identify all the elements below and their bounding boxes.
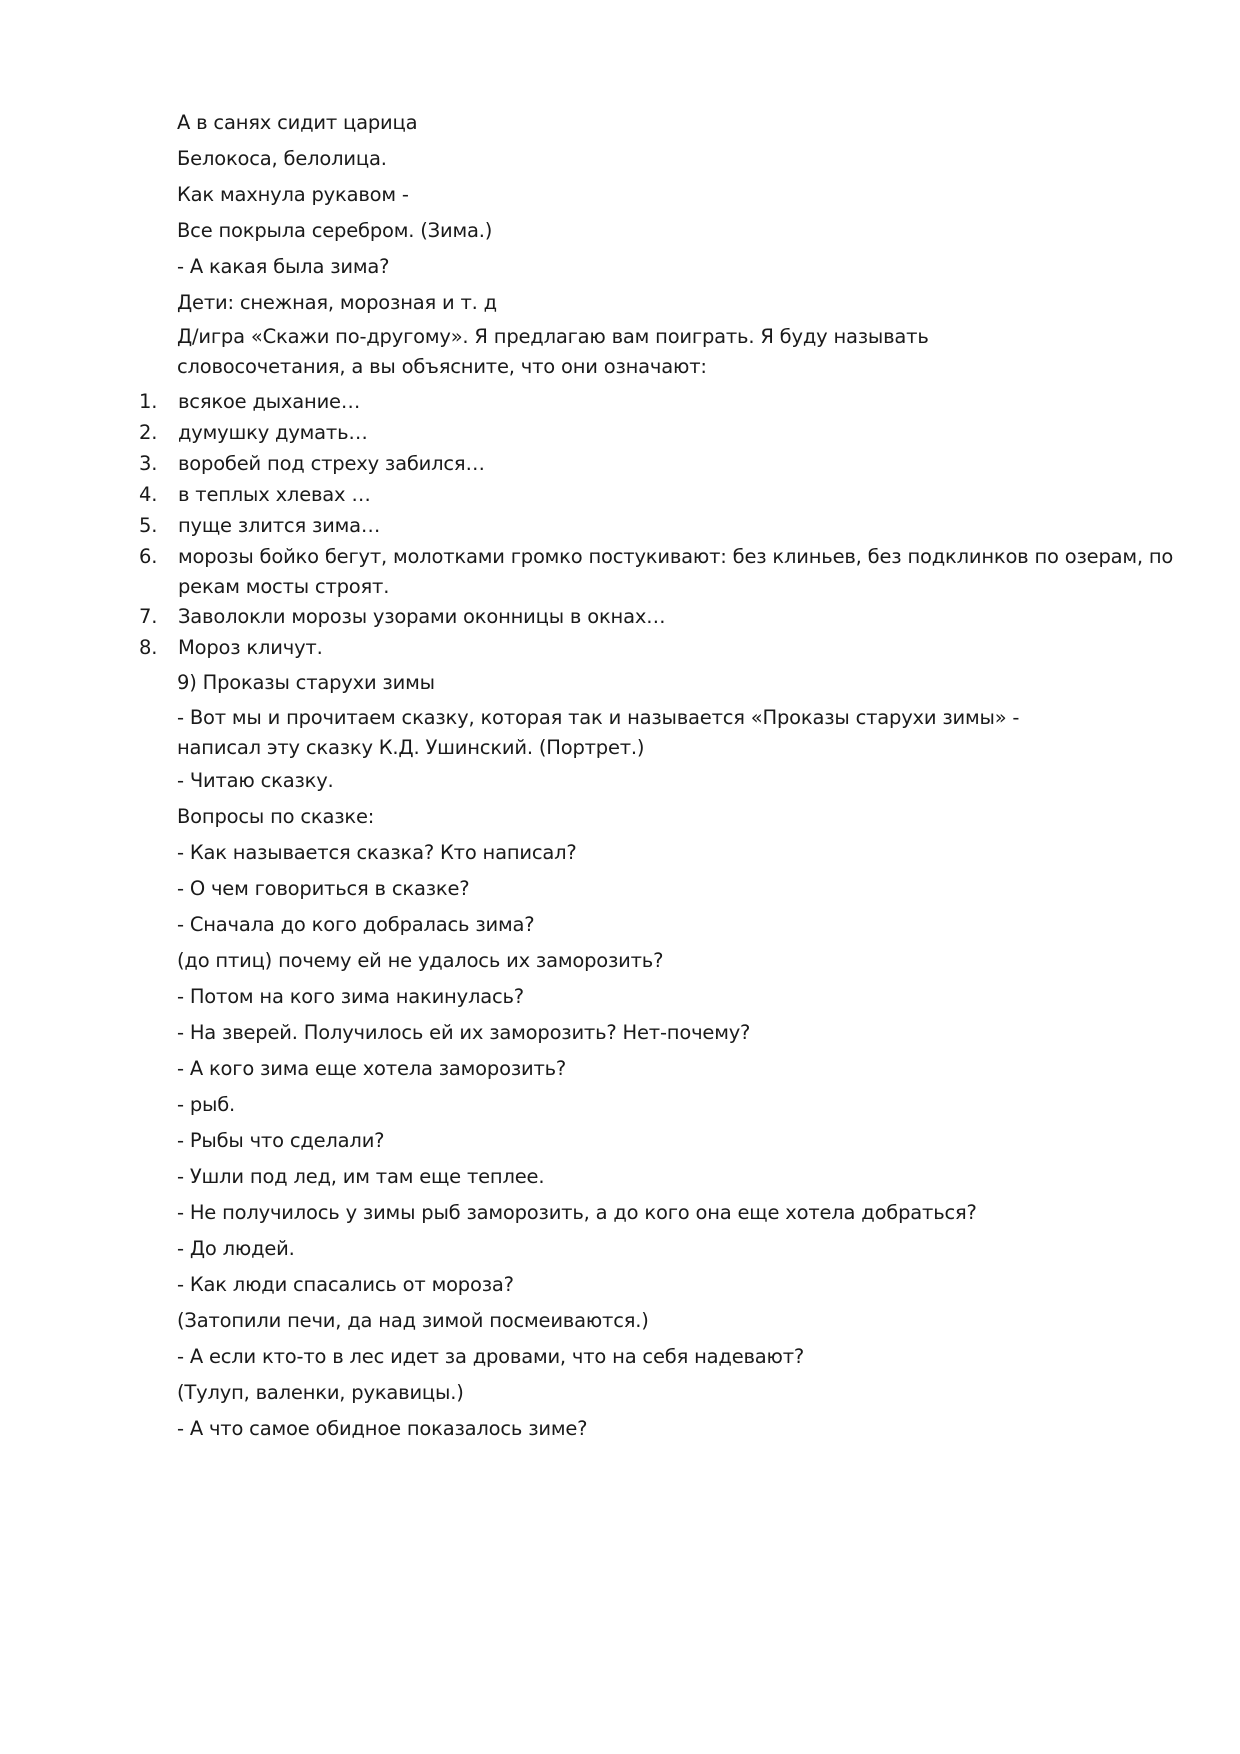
dialogue-line: Вопросы по сказке: (177, 805, 375, 828)
list-text: в теплых хлевах … (178, 483, 371, 506)
list-number: 6. (139, 545, 158, 568)
list-number: 2. (139, 421, 158, 444)
dialogue-line: - На зверей. Получилось ей их заморозить? Нет-почему? (177, 1021, 751, 1044)
list-text: всякое дыхание… (178, 390, 361, 413)
list-text: пуще злится зима… (178, 514, 381, 537)
game-instructions-paragraph: Д/игра «Скажи по-другому». Я предлагаю вам поиграть. Я буду называть словосочетания, а вы объясните, что они означают: (177, 325, 929, 378)
dialogue-line: - Ушли под лед, им там еще теплее. (177, 1165, 545, 1188)
list-number: 8. (139, 636, 158, 659)
list-text: Мороз кличут. (178, 636, 323, 659)
dialogue-line: - Читаю сказку. (177, 769, 334, 792)
riddle-line: Белокоса, белолица. (177, 147, 387, 170)
list-number: 7. (139, 605, 158, 628)
dialogue-line: - А кого зима еще хотела заморозить? (177, 1057, 567, 1080)
dialogue-line: - Рыбы что сделали? (177, 1129, 385, 1152)
dialogue-line: - рыб. (177, 1093, 236, 1116)
dialogue-line: - Сначала до кого добралась зима? (177, 913, 535, 936)
question-line: - А какая была зима? (177, 255, 390, 278)
riddle-line: Как махнула рукавом - (177, 183, 409, 206)
list-number: 3. (139, 452, 158, 475)
dialogue-line: (Затопили печи, да над зимой посмеиваются.) (177, 1309, 649, 1332)
list-number: 1. (139, 390, 158, 413)
list-number: 4. (139, 483, 158, 506)
story-intro-paragraph: - Вот мы и прочитаем сказку, которая так и называется «Проказы старухи зимы» - написал эту сказку К.Д. Ушинский. (Портрет.) (177, 706, 1020, 759)
dialogue-line: (до птиц) почему ей не удалось их заморозить? (177, 949, 664, 972)
dialogue-line: - Потом на кого зима накинулась? (177, 985, 524, 1008)
dialogue-line: (Тулуп, валенки, рукавицы.) (177, 1381, 464, 1404)
list-text: думушку думать… (178, 421, 368, 444)
list-text: морозы бойко бегут, молотками громко постукивают: без клиньев, без подклинков по озерам, по рекам мосты строят. (178, 545, 1174, 598)
dialogue-line: - Как называется сказка? Кто написал? (177, 841, 577, 864)
dialogue-line: - А что самое обидное показалось зиме? (177, 1417, 588, 1440)
riddle-line: Все покрыла серебром. (Зима.) (177, 219, 493, 242)
list-text: воробей под стреху забился… (178, 452, 485, 475)
riddle-line: А в санях сидит царица (177, 111, 418, 134)
answer-line: Дети: снежная, морозная и т. д (177, 291, 497, 314)
dialogue-line: - О чем говориться в сказке? (177, 877, 470, 900)
dialogue-line: - До людей. (177, 1237, 295, 1260)
dialogue-line: - А если кто-то в лес идет за дровами, что на себя надевают? (177, 1345, 805, 1368)
list-number: 5. (139, 514, 158, 537)
list-text: Заволокли морозы узорами оконницы в окнах… (178, 605, 666, 628)
dialogue-line: - Не получилось у зимы рыб заморозить, а до кого она еще хотела добраться? (177, 1201, 977, 1224)
dialogue-line: - Как люди спасались от мороза? (177, 1273, 514, 1296)
section-heading: 9) Проказы старухи зимы (177, 671, 435, 694)
